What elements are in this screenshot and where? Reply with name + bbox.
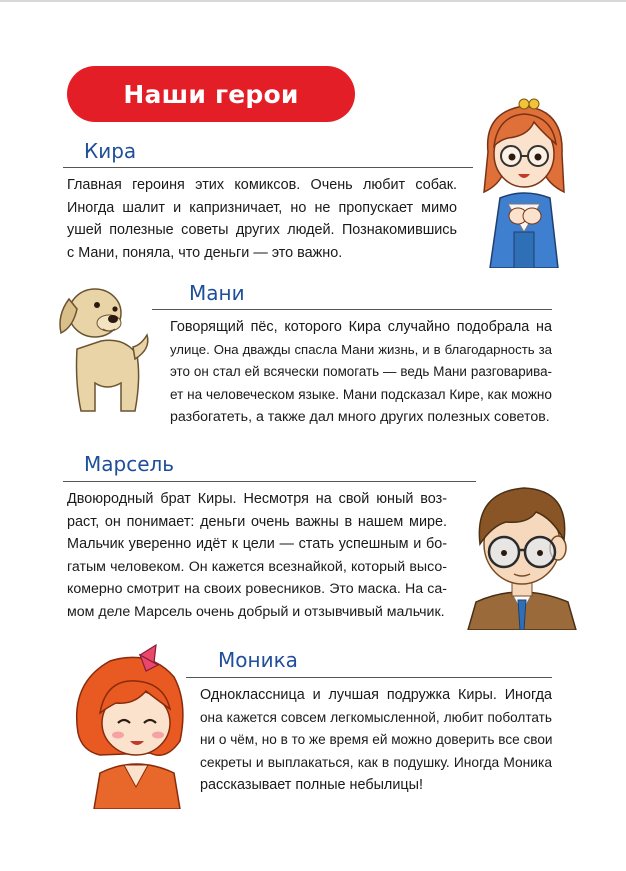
- bio-line: секреты и выплакаться, как в подушку. Иногда Моника: [200, 754, 552, 770]
- bio-line: улице. Она дважды спасла Мани жизнь, и в благодарность за: [170, 341, 552, 357]
- character-name-marsel: Марсель: [84, 452, 175, 476]
- character-name-monika: Моника: [218, 648, 298, 672]
- bio-line: гатым человеком. Он кажется всезнайкой, который высо-: [67, 558, 447, 575]
- bio-line: разбогатеть, а также дал много других полезных советов.: [170, 409, 550, 426]
- character-name-kira: Кира: [84, 139, 137, 163]
- bio-line: рассказывает полные небылицы!: [200, 777, 423, 794]
- bio-line: Одноклассница и лучшая подружка Киры. Иногда: [200, 687, 552, 703]
- bio-line: Главная героиня этих комиксов. Очень любит собак.: [67, 177, 457, 193]
- girl-with-glasses-icon: [478, 92, 570, 268]
- section-divider: [186, 677, 552, 678]
- title-banner: [67, 66, 355, 122]
- character-bio-kira: [67, 174, 457, 264]
- character-bio-mani: [170, 316, 552, 429]
- red-haired-girl-icon: [70, 643, 188, 809]
- bio-line: комерно смотрит на своих ровесников. Это маска. На са-: [67, 581, 447, 598]
- character-name-mani: Мани: [189, 281, 245, 305]
- bio-line: это он стал ей всячески помогать — ведь Мани разговарива-: [170, 364, 552, 380]
- section-divider: [63, 481, 476, 482]
- bio-line: ни о чём, но в то же время ей можно доверить все свои: [200, 732, 553, 748]
- bio-line: ет на человеческом языке. Мани подсказал Кире, как можно: [170, 386, 552, 402]
- bio-line: раст, он понимает: деньги очень важны в нашем мире.: [67, 513, 447, 530]
- bio-line: Иногда шалит и капризничает, но не пропускает мимо: [67, 199, 457, 216]
- bio-line: Мальчик уверенно идёт к цели — стать успешным и бо-: [67, 536, 447, 553]
- boy-with-glasses-icon: [458, 478, 586, 630]
- section-divider: [63, 167, 473, 168]
- character-bio-monika: [200, 684, 552, 797]
- top-border: [0, 0, 626, 2]
- page-title: Наши герои: [123, 79, 299, 109]
- bio-line: она кажется совсем легкомысленной, любит поболтать: [200, 709, 552, 725]
- bio-line: ушей полезные советы других людей. Познакомившись: [67, 222, 457, 239]
- section-divider: [152, 309, 552, 310]
- dog-icon: [55, 279, 155, 413]
- bio-line: Двоюродный брат Киры. Несмотря на свой юный воз-: [67, 491, 447, 507]
- bio-line: с Мани, поняла, что деньги — это важно.: [67, 244, 343, 261]
- character-bio-marsel: [67, 488, 447, 624]
- bio-line: мом деле Марсель очень добрый и отзывчивый мальчик.: [67, 603, 445, 620]
- bio-line: Говорящий пёс, которого Кира случайно подобрала на: [170, 319, 552, 335]
